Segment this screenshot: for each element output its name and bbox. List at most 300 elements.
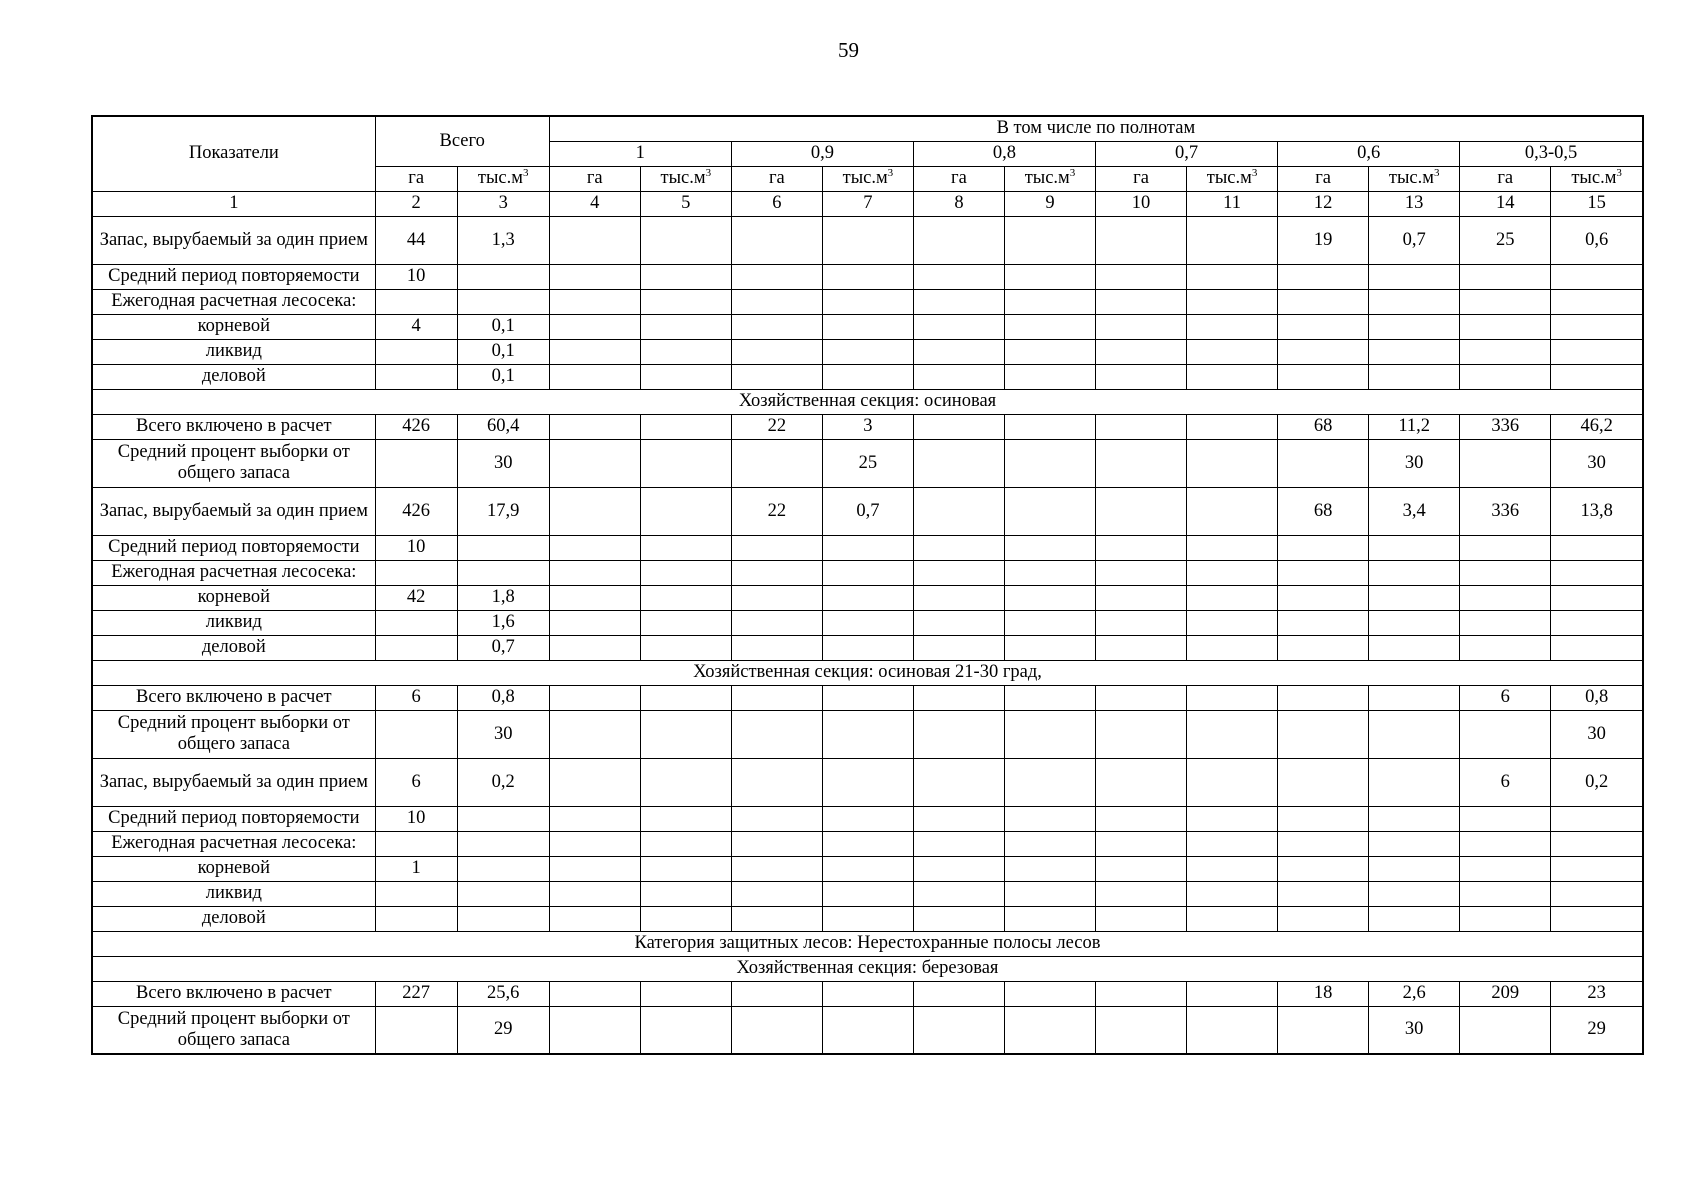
table-cell [822,710,913,758]
unit-volume-sup: 3 [1251,166,1258,179]
table-cell [1187,635,1278,660]
section-header-row [92,956,1643,981]
table-cell [1369,710,1460,758]
table-row [92,216,1643,264]
table-cell [1551,881,1643,906]
table-cell [1369,831,1460,856]
column-number: 8 [913,191,1004,216]
row-label: Запас, вырубаемый за один прием [92,216,375,264]
table-cell [375,560,457,585]
table-cell [913,710,1004,758]
table-cell [731,758,822,806]
table-cell [1369,906,1460,931]
table-cell [1460,881,1551,906]
table-cell [731,831,822,856]
row-label: деловой [92,906,375,931]
table-cell [1004,314,1095,339]
unit-volume-text: тыс.м [1206,168,1252,188]
table-cell: 30 [457,710,549,758]
table-cell [457,289,549,314]
table-cell [1004,264,1095,289]
table-cell [1278,264,1369,289]
unit-volume-sup: 3 [1433,166,1440,179]
table-cell [640,364,731,389]
table-cell [1369,535,1460,560]
table-cell [1096,881,1187,906]
table-cell [1096,289,1187,314]
table-cell [549,585,640,610]
table-cell [1096,806,1187,831]
table-cell [549,831,640,856]
table-cell [731,364,822,389]
table-cell [913,831,1004,856]
table-cell [1460,339,1551,364]
table-cell [822,685,913,710]
table-cell [1369,806,1460,831]
row-label: Ежегодная расчетная лесосека: [92,831,375,856]
table-cell [1460,635,1551,660]
table-cell [1278,806,1369,831]
table-cell [1187,439,1278,487]
table-cell [1278,710,1369,758]
unit-volume [1004,166,1095,191]
table-cell [1278,881,1369,906]
table-cell [1187,831,1278,856]
table-cell [822,216,913,264]
table-row [92,806,1643,831]
table-cell [640,414,731,439]
table-cell: 6 [375,685,457,710]
table-cell [731,585,822,610]
table-cell: 17,9 [457,487,549,535]
table-cell [1004,881,1095,906]
column-number: 5 [640,191,731,216]
table-cell [1551,831,1643,856]
table-cell [822,1006,913,1054]
table-cell: 11,2 [1369,414,1460,439]
table-cell [822,881,913,906]
table-cell [549,487,640,535]
table-cell [549,216,640,264]
table-cell [913,289,1004,314]
table-cell [549,881,640,906]
table-cell [913,1006,1004,1054]
table-cell [640,216,731,264]
table-cell: 0,8 [1551,685,1643,710]
table-cell [822,981,913,1006]
table-cell [913,585,1004,610]
table-cell [822,758,913,806]
table-cell [640,635,731,660]
table-cell [1187,339,1278,364]
table-cell [549,1006,640,1054]
row-label: Средний период повторяемости [92,535,375,560]
table-cell [1187,289,1278,314]
table-cell [1004,585,1095,610]
column-number: 9 [1004,191,1095,216]
table-cell [1004,364,1095,389]
table-cell [731,685,822,710]
table-cell: 2,6 [1369,981,1460,1006]
table-cell [1187,1006,1278,1054]
table-cell [1278,314,1369,339]
table-cell [640,881,731,906]
table-cell [1551,339,1643,364]
table-cell [1278,610,1369,635]
column-number: 10 [1096,191,1187,216]
table-cell [1187,216,1278,264]
table-cell [549,439,640,487]
table-row [92,414,1643,439]
table-cell [822,585,913,610]
table-cell [1004,216,1095,264]
section-title: Хозяйственная секция: осиновая [92,389,1643,414]
table-cell [640,806,731,831]
table-cell [640,610,731,635]
section-title: Категория защитных лесов: Нерестохранные полосы лесов [92,931,1643,956]
table-cell: 46,2 [1551,414,1643,439]
table-cell [1096,314,1187,339]
table-cell [1460,610,1551,635]
table-cell [1460,314,1551,339]
header-density-1: 1 [549,141,731,166]
table-row [92,487,1643,535]
unit-ha: га [1460,166,1551,191]
table-cell [640,758,731,806]
column-number: 13 [1369,191,1460,216]
table-row [92,831,1643,856]
row-label: ликвид [92,881,375,906]
table-cell [1004,439,1095,487]
table-cell [457,881,549,906]
unit-volume-sup: 3 [1616,166,1622,179]
table-cell [1004,339,1095,364]
unit-volume [1369,166,1460,191]
table-cell [640,314,731,339]
row-label: Всего включено в расчет [92,981,375,1006]
table-row [92,881,1643,906]
table-cell [375,610,457,635]
table-cell [1096,585,1187,610]
header-row-1 [92,116,1643,141]
section-header-row [92,389,1643,414]
table-row [92,1006,1643,1054]
table-cell [1096,414,1187,439]
table-cell [822,314,913,339]
table-cell [1096,339,1187,364]
row-label: Ежегодная расчетная лесосека: [92,560,375,585]
table-cell [1369,758,1460,806]
table-cell [731,610,822,635]
table-cell: 426 [375,414,457,439]
table-cell [731,289,822,314]
header-including-by-density: В том числе по полнотам [549,116,1643,141]
table-cell [375,364,457,389]
table-cell: 22 [731,487,822,535]
table-cell [913,635,1004,660]
table-cell [731,881,822,906]
table-cell [1187,906,1278,931]
table-cell [1004,610,1095,635]
table-cell [1096,560,1187,585]
table-cell [640,906,731,931]
table-row [92,314,1643,339]
table-cell [913,439,1004,487]
table-cell [913,264,1004,289]
table-cell: 30 [457,439,549,487]
table-row [92,758,1643,806]
table-cell [375,881,457,906]
table-cell [1004,535,1095,560]
table-cell: 0,2 [1551,758,1643,806]
table-row [92,560,1643,585]
table-cell [731,806,822,831]
unit-ha: га [375,166,457,191]
table-cell [640,1006,731,1054]
table-cell [1278,364,1369,389]
table-cell [640,487,731,535]
table-cell [1369,585,1460,610]
table-cell [1096,264,1187,289]
table-cell [1278,439,1369,487]
table-cell [1004,1006,1095,1054]
table-cell: 44 [375,216,457,264]
table-cell [1278,585,1369,610]
table-cell: 25,6 [457,981,549,1006]
table-cell [1278,758,1369,806]
table-cell [731,560,822,585]
unit-ha: га [1278,166,1369,191]
table-cell [375,439,457,487]
table-cell: 42 [375,585,457,610]
table-cell [1187,981,1278,1006]
table-cell [549,758,640,806]
table-cell [1004,710,1095,758]
table-cell [822,806,913,831]
table-cell: 0,7 [1369,216,1460,264]
table-cell [1004,685,1095,710]
table-cell: 10 [375,264,457,289]
header-density-0-3-0-5: 0,3-0,5 [1460,141,1643,166]
row-label: Запас, вырубаемый за один прием [92,758,375,806]
table-cell [457,535,549,560]
column-number: 6 [731,191,822,216]
table-cell [913,487,1004,535]
table-cell [1004,289,1095,314]
table-cell [913,364,1004,389]
unit-ha: га [549,166,640,191]
table-cell: 22 [731,414,822,439]
table-cell [1278,635,1369,660]
table-cell [549,364,640,389]
table-cell: 0,7 [457,635,549,660]
table-cell: 1 [375,856,457,881]
row-label: Средний период повторяемости [92,264,375,289]
table-cell [913,610,1004,635]
column-number: 11 [1187,191,1278,216]
table-row [92,535,1643,560]
table-cell [1004,635,1095,660]
table-cell [822,289,913,314]
row-label: ликвид [92,339,375,364]
table-cell: 30 [1369,439,1460,487]
unit-volume-text: тыс.м [1388,168,1434,188]
table-cell [822,610,913,635]
table-cell [549,610,640,635]
table-cell [1369,314,1460,339]
table-cell [913,216,1004,264]
table-cell [1278,289,1369,314]
table-cell [822,635,913,660]
table-cell [640,264,731,289]
section-header-row [92,660,1643,685]
unit-volume [457,166,549,191]
table-cell: 60,4 [457,414,549,439]
table-cell [1369,635,1460,660]
table-cell [1460,560,1551,585]
table-cell [1278,560,1369,585]
table-cell: 0,1 [457,314,549,339]
table-cell [1096,758,1187,806]
table-cell [1278,1006,1369,1054]
table-cell [731,339,822,364]
table-cell [731,535,822,560]
table-cell [640,856,731,881]
table-cell: 10 [375,535,457,560]
table-cell: 4 [375,314,457,339]
table-cell [549,856,640,881]
table-cell [640,560,731,585]
table-cell [549,314,640,339]
table-cell: 68 [1278,414,1369,439]
table-cell [1096,487,1187,535]
table-cell [731,439,822,487]
unit-volume-sup: 3 [522,166,529,179]
table-cell [457,806,549,831]
table-cell [1004,487,1095,535]
table-cell [1187,264,1278,289]
table-cell: 29 [1551,1006,1643,1054]
column-number: 2 [375,191,457,216]
table-cell [913,535,1004,560]
table-cell [1187,585,1278,610]
table-cell [457,856,549,881]
table-cell [822,831,913,856]
table-cell: 19 [1278,216,1369,264]
column-number: 3 [457,191,549,216]
table-cell [549,981,640,1006]
table-cell [1551,364,1643,389]
table-cell [549,535,640,560]
table-cell [1278,339,1369,364]
table-cell: 1,6 [457,610,549,635]
table-cell [375,339,457,364]
table-cell: 10 [375,806,457,831]
table-cell [1460,585,1551,610]
unit-volume-text: тыс.м [1024,168,1070,188]
table-cell [1369,339,1460,364]
table-cell [640,831,731,856]
unit-volume [822,166,913,191]
table-cell [913,560,1004,585]
table-cell [731,314,822,339]
unit-volume-text: тыс.м [660,168,706,188]
row-label: деловой [92,635,375,660]
table-cell [640,439,731,487]
table-cell [1551,906,1643,931]
table-cell [822,364,913,389]
table-cell [1096,635,1187,660]
table-cell [549,635,640,660]
unit-ha: га [1096,166,1187,191]
table-cell [1369,685,1460,710]
table-cell [457,831,549,856]
table-cell [1369,364,1460,389]
table-cell [1460,906,1551,931]
table-cell: 68 [1278,487,1369,535]
table-cell [731,856,822,881]
table-cell [1004,906,1095,931]
table-cell [1187,487,1278,535]
table-cell [822,856,913,881]
row-label: Средний процент выборки от общего запаса [92,710,375,758]
table-cell: 23 [1551,981,1643,1006]
table-cell [375,906,457,931]
table-cell: 0,1 [457,339,549,364]
table-cell: 25 [822,439,913,487]
table-cell: 3,4 [1369,487,1460,535]
row-label: Средний период повторяемости [92,806,375,831]
table-cell [1460,831,1551,856]
table-cell [1187,364,1278,389]
table-cell [1551,535,1643,560]
table-cell: 25 [1460,216,1551,264]
header-indicators: Показатели [92,116,375,191]
table-cell [913,806,1004,831]
table-row [92,856,1643,881]
table-cell [731,710,822,758]
column-number: 1 [92,191,375,216]
row-label: деловой [92,364,375,389]
table-cell [1004,856,1095,881]
row-label: Всего включено в расчет [92,414,375,439]
table-cell [1460,710,1551,758]
table-cell [1460,535,1551,560]
row-label: ликвид [92,610,375,635]
table-cell: 3 [822,414,913,439]
table-cell [1551,585,1643,610]
table-row [92,289,1643,314]
table-cell [822,906,913,931]
table-cell [640,685,731,710]
table-cell [375,289,457,314]
table-cell: 336 [1460,414,1551,439]
table-cell [640,585,731,610]
table-cell [731,981,822,1006]
table-cell [1096,439,1187,487]
table-cell: 6 [1460,758,1551,806]
column-number: 4 [549,191,640,216]
table-cell [1187,535,1278,560]
table-cell [1551,856,1643,881]
unit-volume [640,166,731,191]
table-cell [913,906,1004,931]
column-number: 15 [1551,191,1643,216]
table-cell [457,560,549,585]
row-label: Средний процент выборки от общего запаса [92,439,375,487]
table-cell [731,906,822,931]
table-cell [1096,981,1187,1006]
